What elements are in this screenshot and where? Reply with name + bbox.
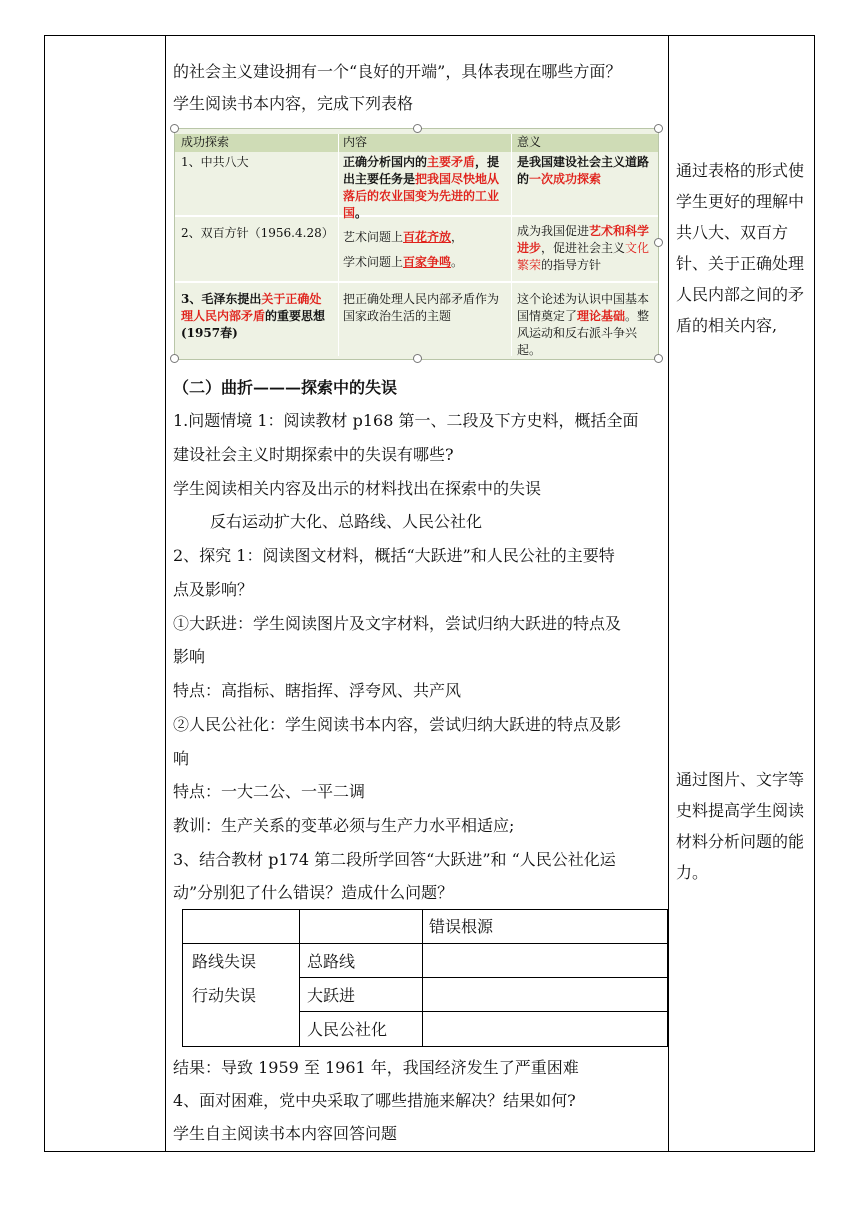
row1-title: 1、中共八大 [181,155,249,169]
row1-meaning: 是我国建设社会主义道路的一次成功探索 [517,155,650,186]
row2-meaning: 成为我国促进艺术和科学进步，促进社会主义文化繁荣的指导方针 [517,224,650,272]
error-table [182,909,668,1047]
table-header-cell: 错误根源 [429,917,494,936]
table-cell: 人民公社化 [307,1020,388,1039]
row2-content: 艺术问题上百花齐放， 学术问题上百家争鸣。 [343,230,464,269]
row3-title: 3、毛泽东提出关于正确处理人民内部矛盾的重要思想(1957春) [181,292,326,340]
side-note: 通过图片、文字等史料提高学生阅读材料分析问题的能力。 [676,770,805,882]
text-line: 3、结合教材 p174 第二段所学回答“大跃进”和 “人民公社化运 [173,850,616,869]
table-header-bar [175,134,658,152]
row2-title: 2、双百方针（1956.4.28） [181,226,334,240]
row3-content: 把正确处理人民内部矛盾作为国家政治生活的主题 [343,292,500,323]
text-line: 建设社会主义时期探索中的失误有哪些? [173,445,454,464]
exploration-table-image [174,128,659,360]
resize-handle[interactable] [170,124,179,133]
resize-handle[interactable] [413,354,422,363]
text-line: 学生阅读书本内容，完成下列表格 [173,94,414,113]
text-line: ①大跃进：学生阅读图片及文字材料，尝试归纳大跃进的特点及 [173,614,622,633]
resize-handle[interactable] [654,354,663,363]
section-heading: （二）曲折———探索中的失误 [173,378,398,397]
text-line: 2、探究 1：阅读图文材料，概括“大跃进”和人民公社的主要特 [173,546,615,565]
col-header: 成功探索 [181,135,230,149]
text-line: 特点：高指标、瞎指挥、浮夸风、共产风 [173,681,462,700]
column-divider-left [165,35,166,1152]
resize-handle[interactable] [170,354,179,363]
text-line: 影响 [173,647,206,666]
text-line: 结果：导致 1959 至 1961 年，我国经济发生了严重困难 [173,1058,579,1077]
text-line: 动”分别犯了什么错误？造成什么问题？ [173,883,454,902]
resize-handle[interactable] [413,124,422,133]
side-note: 通过表格的形式使学生更好的理解中共八大、双百方针、关于正确处理人民内部之间的矛盾的相关内容, [676,161,805,335]
resize-handle[interactable] [654,238,663,247]
text-line: 点及影响？ [173,580,254,599]
table-cell: 总路线 [307,952,356,971]
table-cell: 路线失误 [192,952,257,971]
text-line: 教训：生产关系的变革必须与生产力水平相适应; [173,816,515,835]
table-cell: 行动失误 [192,986,257,1005]
row3-meaning: 这个论述为认识中国基本国情奠定了理论基础。整风运动和反右派斗争兴起。 [517,292,650,357]
col-header: 意义 [517,135,542,149]
text-line: 特点：一大二公、一平二调 [173,782,366,801]
text-line: 的社会主义建设拥有一个“良好的开端”，具体表现在哪些方面？ [173,62,622,81]
column-divider-right [668,35,669,1152]
text-line: 4、面对困难，党中央采取了哪些措施来解决？结果如何? [173,1091,576,1110]
text-line: 1.问题情境 1：阅读教材 p168 第一、二段及下方史料，概括全面 [173,411,639,430]
text-line: 反右运动扩大化、总路线、人民公社化 [210,512,483,531]
text-line: 学生阅读相关内容及出示的材料找出在探索中的失误 [173,479,542,498]
col-header: 内容 [343,135,368,149]
row1-content: 正确分析国内的主要矛盾，提出主要任务是把我国尽快地从落后的农业国变为先进的工业国。 [343,155,500,220]
text-line: 学生自主阅读书本内容回答问题 [173,1124,398,1143]
text-line: ②人民公社化：学生阅读书本内容，尝试归纳大跃进的特点及影 [173,715,622,734]
table-cell: 大跃进 [307,986,356,1005]
resize-handle[interactable] [654,124,663,133]
text-line: 响 [173,749,190,768]
